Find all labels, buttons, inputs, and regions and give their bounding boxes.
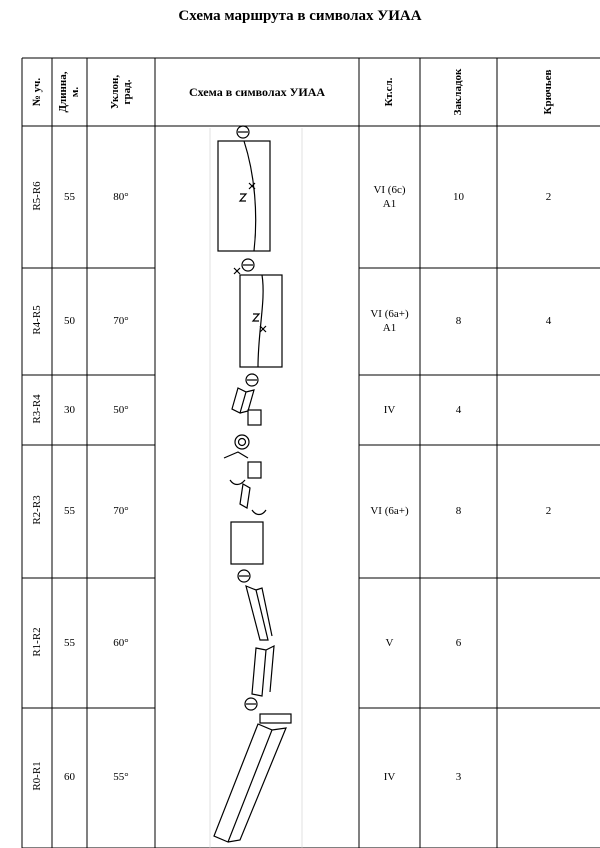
length-cell: 55	[64, 505, 75, 517]
grade-line1: VI (6a+)	[370, 308, 409, 320]
header-section: № уч.	[31, 77, 43, 107]
piton-icon	[260, 326, 266, 332]
nuts-cell: 3	[455, 771, 462, 783]
grade-line2: A1	[382, 198, 397, 210]
slope-cell: 50°	[113, 404, 129, 416]
piton-icon	[240, 194, 246, 201]
nuts-cell: 4	[455, 404, 462, 416]
pitons-cell: 2	[545, 505, 552, 517]
header-nuts: Закладок	[452, 68, 464, 116]
grade-cell: IV	[383, 404, 396, 416]
crack-icon	[244, 141, 256, 251]
grade-cell: V	[385, 637, 394, 649]
belay-station-icon	[242, 259, 254, 271]
header-slope-line2: град.	[121, 79, 133, 105]
header-grade: Кт.сл.	[383, 77, 395, 107]
grade-cell: VI (6a+)	[370, 505, 409, 517]
grade-line1: VI (6c)	[373, 184, 406, 196]
section-cell: R5-R6	[31, 181, 43, 211]
belay-station-icon	[246, 374, 258, 386]
piton-icon	[253, 314, 259, 321]
length-cell: 60	[64, 771, 75, 783]
section-cell: R4-R5	[31, 305, 43, 335]
pitons-cell: 2	[545, 191, 552, 203]
inner-corner-icon	[252, 646, 274, 696]
belay-station-icon	[245, 698, 257, 710]
length-cell: 55	[64, 637, 75, 649]
nuts-cell: 8	[455, 315, 462, 327]
pitons-cell: 4	[545, 315, 552, 327]
inner-corner-icon	[240, 484, 250, 508]
slope-cell: 70°	[113, 315, 129, 327]
nuts-cell: 10	[453, 191, 464, 203]
page-title: Схема маршрута в символах УИАА	[178, 8, 422, 24]
length-cell: 50	[64, 315, 75, 327]
header-slope-line1: Уклон,	[109, 74, 121, 110]
inner-corner-icon	[246, 586, 272, 640]
header-length-line1: Длинна,	[57, 71, 69, 113]
slab-icon	[260, 714, 291, 723]
length-cell: 30	[64, 404, 75, 416]
grade-cell: IV	[383, 771, 396, 783]
header-pitons: Крючьев	[542, 69, 554, 115]
nuts-cell: 8	[455, 505, 462, 517]
header-length-line2: м.	[69, 86, 81, 98]
slab-icon	[231, 522, 263, 564]
slope-cell: 55°	[113, 771, 129, 783]
overhang-icon	[252, 510, 266, 515]
header-scheme: Схема в символах УИАА	[188, 85, 326, 99]
length-cell: 55	[64, 191, 75, 203]
slab-icon	[248, 410, 261, 425]
inner-corner-icon	[214, 724, 286, 842]
piton-icon	[234, 268, 240, 274]
slope-cell: 70°	[113, 505, 129, 517]
section-cell: R3-R4	[31, 394, 43, 424]
slab-icon	[248, 462, 261, 478]
section-cell: R1-R2	[31, 627, 43, 657]
inner-corner-icon	[232, 388, 254, 413]
overhang-icon	[224, 452, 248, 458]
belay-station-icon	[237, 126, 249, 138]
section-cell: R0-R1	[31, 761, 43, 791]
slope-cell: 60°	[113, 637, 129, 649]
grade-line2: A1	[382, 322, 397, 334]
section-cell: R2-R3	[31, 495, 43, 525]
nuts-cell: 6	[455, 637, 462, 649]
belay-station-icon	[235, 435, 249, 449]
slope-cell: 80°	[113, 191, 129, 203]
belay-station-icon	[238, 570, 250, 582]
